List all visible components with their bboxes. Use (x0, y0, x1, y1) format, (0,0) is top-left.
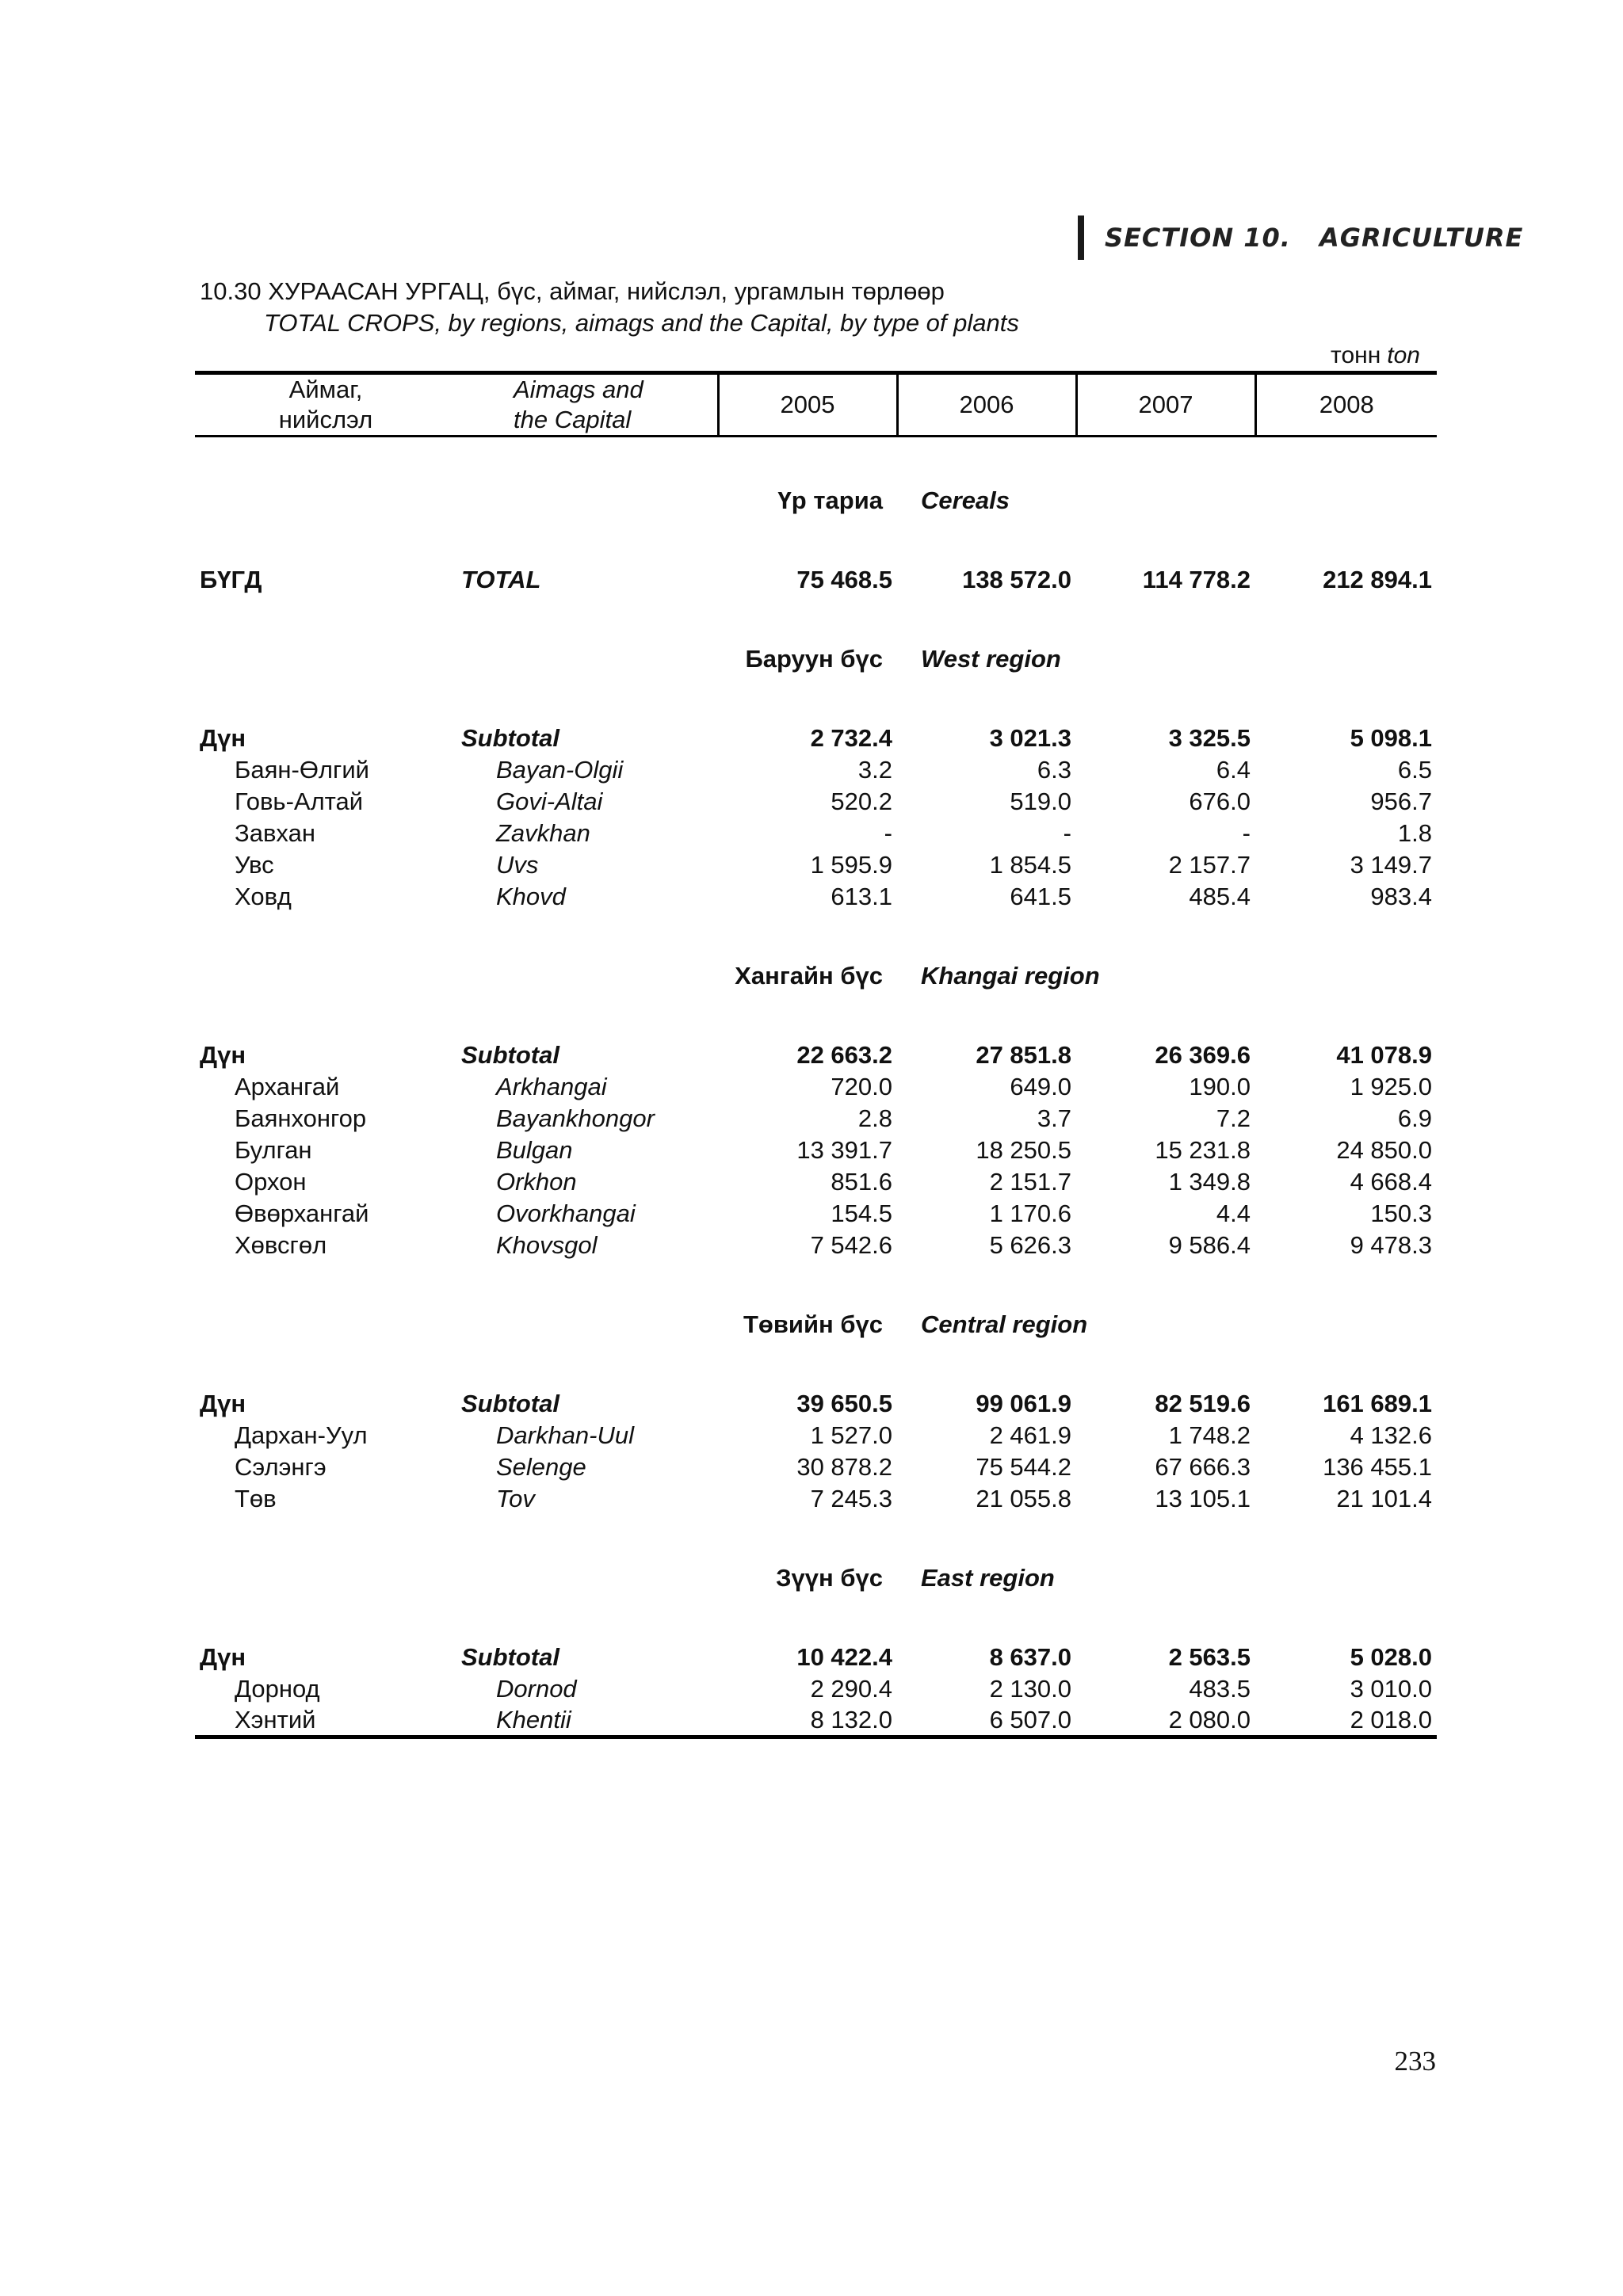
spacer-row (195, 1261, 1437, 1293)
row-label-en: Subtotal (461, 1041, 559, 1069)
row-label-en: TOTAL (461, 566, 541, 593)
crop-section-header-mn: Үр тариа (777, 486, 883, 514)
row-label-en: Dornod (496, 1675, 577, 1703)
table-row (195, 1230, 1437, 1261)
table-row (195, 1705, 1437, 1737)
spacer-cell (456, 1293, 718, 1356)
section-name: AGRICULTURE (1319, 223, 1524, 253)
row-label-mn: Архангай (235, 1073, 340, 1100)
value-cell: 1 748.2 (1168, 1421, 1251, 1449)
value-cell: 138 572.0 (962, 566, 1071, 593)
row-label-mn: Баянхонгор (235, 1104, 367, 1132)
value-cell: 956.7 (1370, 788, 1432, 815)
row-label-mn: Орхон (235, 1168, 307, 1196)
value-cell: 6.3 (1037, 756, 1071, 784)
row-label-mn: Дүн (200, 1041, 246, 1069)
subtotal-row (195, 1388, 1437, 1420)
spacer-cell (195, 1547, 456, 1610)
row-label-en: Bulgan (496, 1136, 573, 1164)
value-cell: 2 290.4 (810, 1675, 892, 1703)
table-title-en: TOTAL CROPS, by regions, aimags and the Capital, by type of plants (264, 309, 1019, 337)
value-cell: 2 080.0 (1076, 1705, 1255, 1737)
row-label-en: Khovsgol (496, 1231, 598, 1259)
row-label-mn: Төв (235, 1485, 277, 1512)
value-cell: 114 778.2 (1142, 566, 1251, 593)
value-cell: 8 132.0 (718, 1705, 897, 1737)
value-cell: 3.2 (857, 756, 892, 784)
value-cell: 1 349.8 (1168, 1168, 1251, 1196)
value-cell: 1 527.0 (810, 1421, 892, 1449)
value-cell: 18 250.5 (976, 1136, 1071, 1164)
spacer-cell (456, 469, 718, 532)
value-cell: 2 018.0 (1255, 1705, 1437, 1737)
value-cell: 41 078.9 (1336, 1041, 1432, 1069)
row-label-mn: Баян-Өлгий (235, 756, 369, 784)
value-cell: 720.0 (831, 1073, 892, 1100)
spacer-cell (195, 944, 456, 1008)
spacer-row (195, 691, 1437, 723)
value-cell: 15 231.8 (1155, 1136, 1251, 1164)
value-cell: 7.2 (1216, 1104, 1251, 1132)
subtotal-row (195, 1642, 1437, 1673)
col-header-year: 2006 (897, 373, 1076, 437)
crop-section-header (195, 469, 1437, 532)
table-row (195, 881, 1437, 913)
row-label-en: Ovorkhangai (496, 1199, 636, 1227)
table-row (195, 1451, 1437, 1483)
section-header (1078, 215, 1523, 260)
value-cell: 7 542.6 (810, 1231, 892, 1259)
spacer-cell (456, 627, 718, 691)
row-label-en: Subtotal (461, 1643, 559, 1671)
region-header-en: West region (921, 645, 1061, 673)
value-cell: 9 586.4 (1168, 1231, 1251, 1259)
value-cell: 6 507.0 (897, 1705, 1076, 1737)
value-cell: 27 851.8 (976, 1041, 1071, 1069)
value-cell: 136 455.1 (1323, 1453, 1432, 1481)
value-cell: 9 478.3 (1350, 1231, 1432, 1259)
table-row (195, 818, 1437, 849)
table-row (195, 1071, 1437, 1103)
row-label-en: Zavkhan (496, 819, 590, 847)
row-label-en: Arkhangai (496, 1073, 607, 1100)
spacer-cell (195, 532, 1437, 564)
row-label-mn: Дүн (200, 1643, 246, 1671)
row-label-mn: БҮГД (200, 566, 262, 593)
value-cell: 30 878.2 (796, 1453, 892, 1481)
spacer-cell (195, 469, 456, 532)
table-title-mn: 10.30 ХУРААСАН УРГАЦ, бүс, аймаг, нийслэл, ургамлын төрлөөр (200, 277, 945, 305)
spacer-cell (456, 1547, 718, 1610)
value-cell: 99 061.9 (976, 1390, 1071, 1417)
value-cell: 519.0 (1010, 788, 1071, 815)
table-row (195, 849, 1437, 881)
value-cell: - (1063, 819, 1071, 847)
value-cell: 21 101.4 (1336, 1485, 1432, 1512)
value-cell: 3.7 (1037, 1104, 1071, 1132)
value-cell: 5 028.0 (1350, 1643, 1432, 1671)
value-cell: 2 461.9 (989, 1421, 1071, 1449)
row-label-en: Subtotal (461, 1390, 559, 1417)
table-row (195, 1198, 1437, 1230)
spacer-cell (195, 627, 456, 691)
spacer-row (195, 532, 1437, 564)
row-label-mn: Хөвсгөл (235, 1231, 327, 1259)
value-cell: 483.5 (1189, 1675, 1251, 1703)
col-header-year: 2008 (1255, 373, 1437, 437)
table-row (195, 1420, 1437, 1451)
value-cell: - (1242, 819, 1251, 847)
value-cell: 13 391.7 (796, 1136, 892, 1164)
spacer-cell (195, 913, 1437, 944)
value-cell: 613.1 (831, 883, 892, 910)
spacer-row (195, 1356, 1437, 1388)
value-cell: 26 369.6 (1155, 1041, 1251, 1069)
value-cell: 154.5 (831, 1199, 892, 1227)
region-header-en: Central region (921, 1310, 1088, 1338)
value-cell: 5 626.3 (989, 1231, 1071, 1259)
value-cell: 13 105.1 (1155, 1485, 1251, 1512)
value-cell: 212 894.1 (1323, 566, 1432, 593)
row-label-mn: Хэнтий (195, 1705, 456, 1737)
value-cell: 190.0 (1189, 1073, 1251, 1100)
value-cell: 3 149.7 (1350, 851, 1432, 879)
value-cell: 485.4 (1189, 883, 1251, 910)
value-cell: 4 668.4 (1350, 1168, 1432, 1196)
region-header-mn: Хангайн бүс (735, 962, 883, 990)
table-row (195, 754, 1437, 786)
value-cell: 1 595.9 (810, 851, 892, 879)
spacer-row (195, 1610, 1437, 1642)
row-label-en: Khentii (456, 1705, 718, 1737)
row-label-en: Tov (496, 1485, 535, 1512)
value-cell: 161 689.1 (1323, 1390, 1432, 1417)
value-cell: 150.3 (1370, 1199, 1432, 1227)
spacer-cell (456, 944, 718, 1008)
spacer-cell (195, 1610, 1437, 1642)
region-header-en: East region (921, 1564, 1055, 1592)
value-cell: 3 325.5 (1168, 724, 1251, 752)
row-label-mn: Ховд (235, 883, 292, 910)
value-cell: 649.0 (1010, 1073, 1071, 1100)
region-header (195, 1293, 1437, 1356)
spacer-row (195, 437, 1437, 470)
unit-en: ton (1387, 342, 1420, 368)
value-cell: 22 663.2 (796, 1041, 892, 1069)
spacer-cell (195, 1356, 1437, 1388)
crops-table (195, 371, 1437, 1739)
region-header (195, 1547, 1437, 1610)
page-number: 233 (1394, 2046, 1436, 2077)
value-cell: 6.4 (1216, 756, 1251, 784)
row-label-mn: Дүн (200, 1390, 246, 1417)
value-cell: 39 650.5 (796, 1390, 892, 1417)
value-cell: 8 637.0 (989, 1643, 1071, 1671)
row-label-en: Darkhan-Uul (496, 1421, 635, 1449)
row-label-en: Selenge (496, 1453, 586, 1481)
spacer-cell (195, 1515, 1437, 1547)
crop-section-header-en: Cereals (921, 486, 1010, 514)
spacer-row (195, 913, 1437, 944)
value-cell: 75 468.5 (796, 566, 892, 593)
table-row (195, 786, 1437, 818)
value-cell: 1 854.5 (989, 851, 1071, 879)
region-header-mn: Төвийн бүс (743, 1310, 883, 1338)
subtotal-row (195, 1039, 1437, 1071)
value-cell: 21 055.8 (976, 1485, 1071, 1512)
table-header-row (195, 373, 1437, 437)
value-cell: 2 151.7 (989, 1168, 1071, 1196)
spacer-cell (195, 596, 1437, 627)
region-header-mn: Баруун бүс (745, 645, 883, 673)
row-label-mn: Дархан-Уул (235, 1421, 368, 1449)
table-row (195, 1103, 1437, 1135)
section-label: SECTION 10. (1105, 223, 1291, 253)
row-label-mn: Дүн (200, 724, 246, 752)
value-cell: 2.8 (857, 1104, 892, 1132)
value-cell: 10 422.4 (796, 1643, 892, 1671)
value-cell: 4 132.6 (1350, 1421, 1432, 1449)
value-cell: 4.4 (1216, 1199, 1251, 1227)
row-label-en: Bayan-Olgii (496, 756, 624, 784)
spacer-row (195, 1515, 1437, 1547)
value-cell: 851.6 (831, 1168, 892, 1196)
value-cell: 3 010.0 (1350, 1675, 1432, 1703)
table-row (195, 1483, 1437, 1515)
value-cell: 520.2 (831, 788, 892, 815)
row-label-mn: Сэлэнгэ (235, 1453, 327, 1481)
value-cell: 6.5 (1397, 756, 1432, 784)
value-cell: 2 130.0 (989, 1675, 1071, 1703)
value-cell: 1.8 (1397, 819, 1432, 847)
value-cell: - (884, 819, 892, 847)
value-cell: 2 157.7 (1168, 851, 1251, 879)
subtotal-row (195, 723, 1437, 754)
col-header-year: 2007 (1076, 373, 1255, 437)
value-cell: 82 519.6 (1155, 1390, 1251, 1417)
region-header-en: Khangai region (921, 962, 1100, 990)
row-label-mn: Увс (235, 851, 274, 879)
row-label-mn: Өвөрхангай (235, 1199, 369, 1227)
value-cell: 2 732.4 (810, 724, 892, 752)
value-cell: 7 245.3 (810, 1485, 892, 1512)
col-header-year: 2005 (718, 373, 897, 437)
spacer-cell (195, 437, 1437, 470)
value-cell: 983.4 (1370, 883, 1432, 910)
value-cell: 24 850.0 (1336, 1136, 1432, 1164)
row-label-en: Khovd (496, 883, 566, 910)
spacer-row (195, 1008, 1437, 1039)
row-label-mn: Завхан (235, 819, 315, 847)
col-header-aimag-en: Aimags and the Capital (456, 373, 718, 437)
spacer-cell (195, 1008, 1437, 1039)
table-body (195, 437, 1437, 1737)
unit-mn: тонн (1331, 342, 1381, 368)
spacer-row (195, 596, 1437, 627)
region-header (195, 944, 1437, 1008)
value-cell: 676.0 (1189, 788, 1251, 815)
table-row (195, 1166, 1437, 1198)
spacer-cell (195, 691, 1437, 723)
row-label-en: Orkhon (496, 1168, 577, 1196)
row-label-mn: Дорнод (235, 1675, 320, 1703)
value-cell: 1 170.6 (989, 1199, 1071, 1227)
value-cell: 641.5 (1010, 883, 1071, 910)
row-label-mn: Говь-Алтай (235, 788, 364, 815)
value-cell: 1 925.0 (1350, 1073, 1432, 1100)
row-label-en: Govi-Altai (496, 788, 603, 815)
value-cell: 6.9 (1397, 1104, 1432, 1132)
unit-label (1331, 342, 1420, 369)
row-label-en: Subtotal (461, 724, 559, 752)
table-row (195, 1135, 1437, 1166)
row-label-en: Uvs (496, 851, 539, 879)
table-row (195, 1673, 1437, 1705)
value-cell: 67 666.3 (1155, 1453, 1251, 1481)
value-cell: 5 098.1 (1350, 724, 1432, 752)
col-header-aimag-mn: Аймаг, нийслэл (195, 373, 456, 437)
region-header (195, 627, 1437, 691)
row-label-en: Bayankhongor (496, 1104, 655, 1132)
value-cell: 75 544.2 (976, 1453, 1071, 1481)
spacer-cell (195, 1293, 456, 1356)
value-cell: 3 021.3 (989, 724, 1071, 752)
total-row (195, 564, 1437, 596)
row-label-mn: Булган (235, 1136, 312, 1164)
spacer-cell (195, 1261, 1437, 1293)
value-cell: 2 563.5 (1168, 1643, 1251, 1671)
region-header-mn: Зүүн бүс (776, 1564, 883, 1592)
